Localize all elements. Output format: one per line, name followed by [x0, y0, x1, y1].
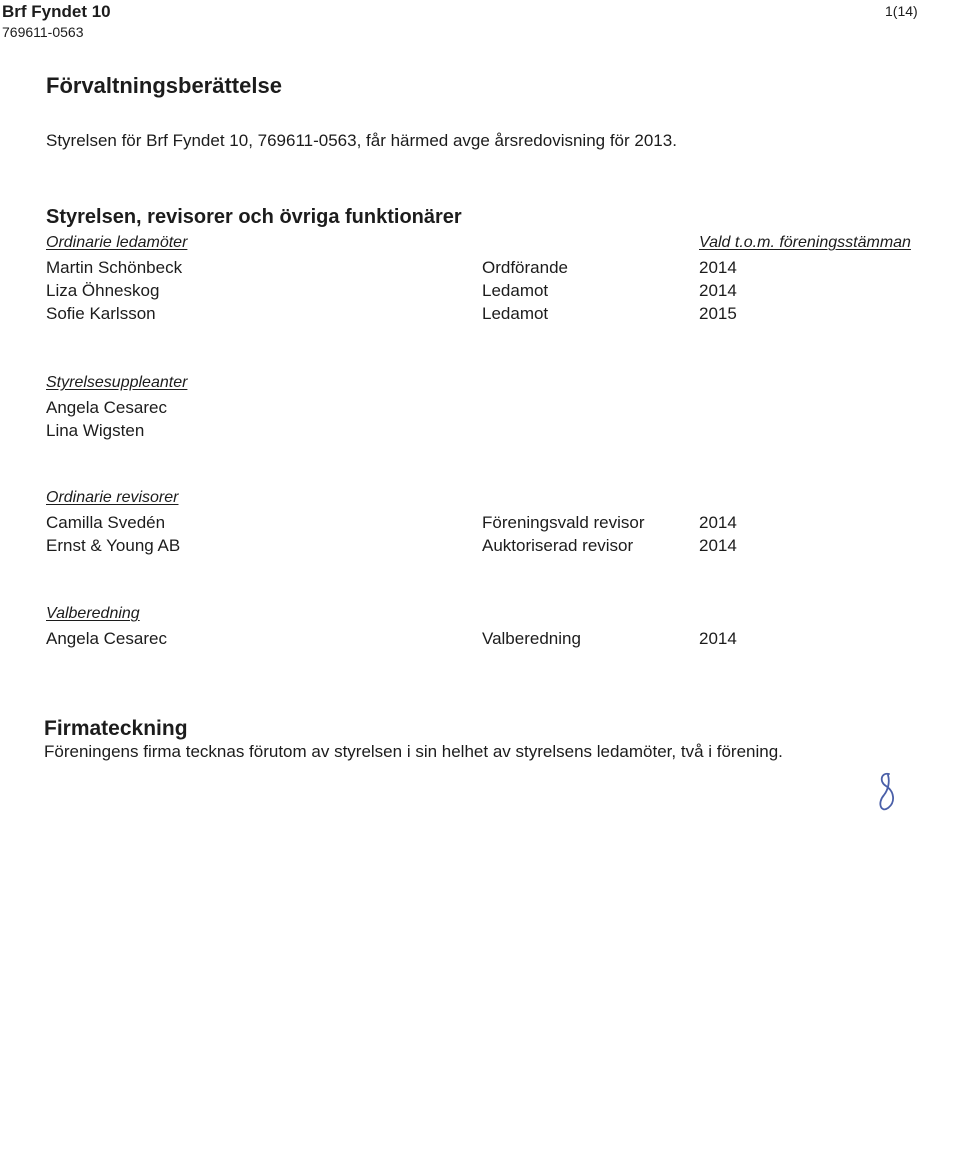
- document-title: Förvaltningsberättelse: [46, 73, 282, 98]
- board-member-name: Sofie Karlsson: [46, 304, 156, 323]
- nomination-heading: Valberedning: [46, 605, 140, 622]
- board-member-name: Liza Öhneskog: [46, 281, 160, 300]
- section-heading: Styrelsen, revisorer och övriga funktionärer: [46, 206, 462, 228]
- board-member-year: 2014: [699, 258, 737, 277]
- board-members-heading: Ordinarie ledamöter: [46, 234, 188, 251]
- board-member-role: Ordförande: [482, 258, 568, 277]
- handwritten-page-mark: [872, 768, 902, 818]
- deputies-heading: Styrelsesuppleanter: [46, 374, 188, 391]
- board-member-year: 2014: [699, 281, 737, 300]
- board-member-year: 2015: [699, 304, 737, 323]
- board-member-role: Ledamot: [482, 281, 549, 300]
- auditor-role: Auktoriserad revisor: [482, 536, 634, 555]
- nomination-member-role: Valberedning: [482, 629, 581, 648]
- nomination-member-year: 2014: [699, 629, 737, 648]
- page-number: 1(14): [885, 3, 918, 19]
- auditor-role: Föreningsvald revisor: [482, 513, 645, 532]
- auditor-year: 2014: [699, 513, 737, 532]
- organization-name: Brf Fyndet 10: [2, 2, 111, 21]
- elected-until-heading: Vald t.o.m. föreningsstämman: [699, 234, 911, 251]
- auditor-name: Camilla Svedén: [46, 513, 166, 532]
- nomination-member-name: Angela Cesarec: [46, 629, 167, 648]
- board-member-role: Ledamot: [482, 304, 549, 323]
- signatory-text: Föreningens firma tecknas förutom av styrelsen i sin helhet av styrelsens ledamöter, två i förening.: [44, 742, 783, 761]
- board-member-name: Martin Schönbeck: [46, 258, 183, 277]
- intro-paragraph: Styrelsen för Brf Fyndet 10, 769611-0563, får härmed avge årsredovisning för 2013.: [46, 131, 677, 150]
- organization-number: 769611-0563: [2, 24, 84, 40]
- auditors-heading: Ordinarie revisorer: [46, 489, 179, 506]
- auditor-name: Ernst & Young AB: [46, 536, 181, 555]
- signatory-heading: Firmateckning: [44, 717, 188, 740]
- deputy-name: Angela Cesarec: [46, 398, 167, 417]
- auditor-year: 2014: [699, 536, 737, 555]
- deputy-name: Lina Wigsten: [46, 421, 145, 440]
